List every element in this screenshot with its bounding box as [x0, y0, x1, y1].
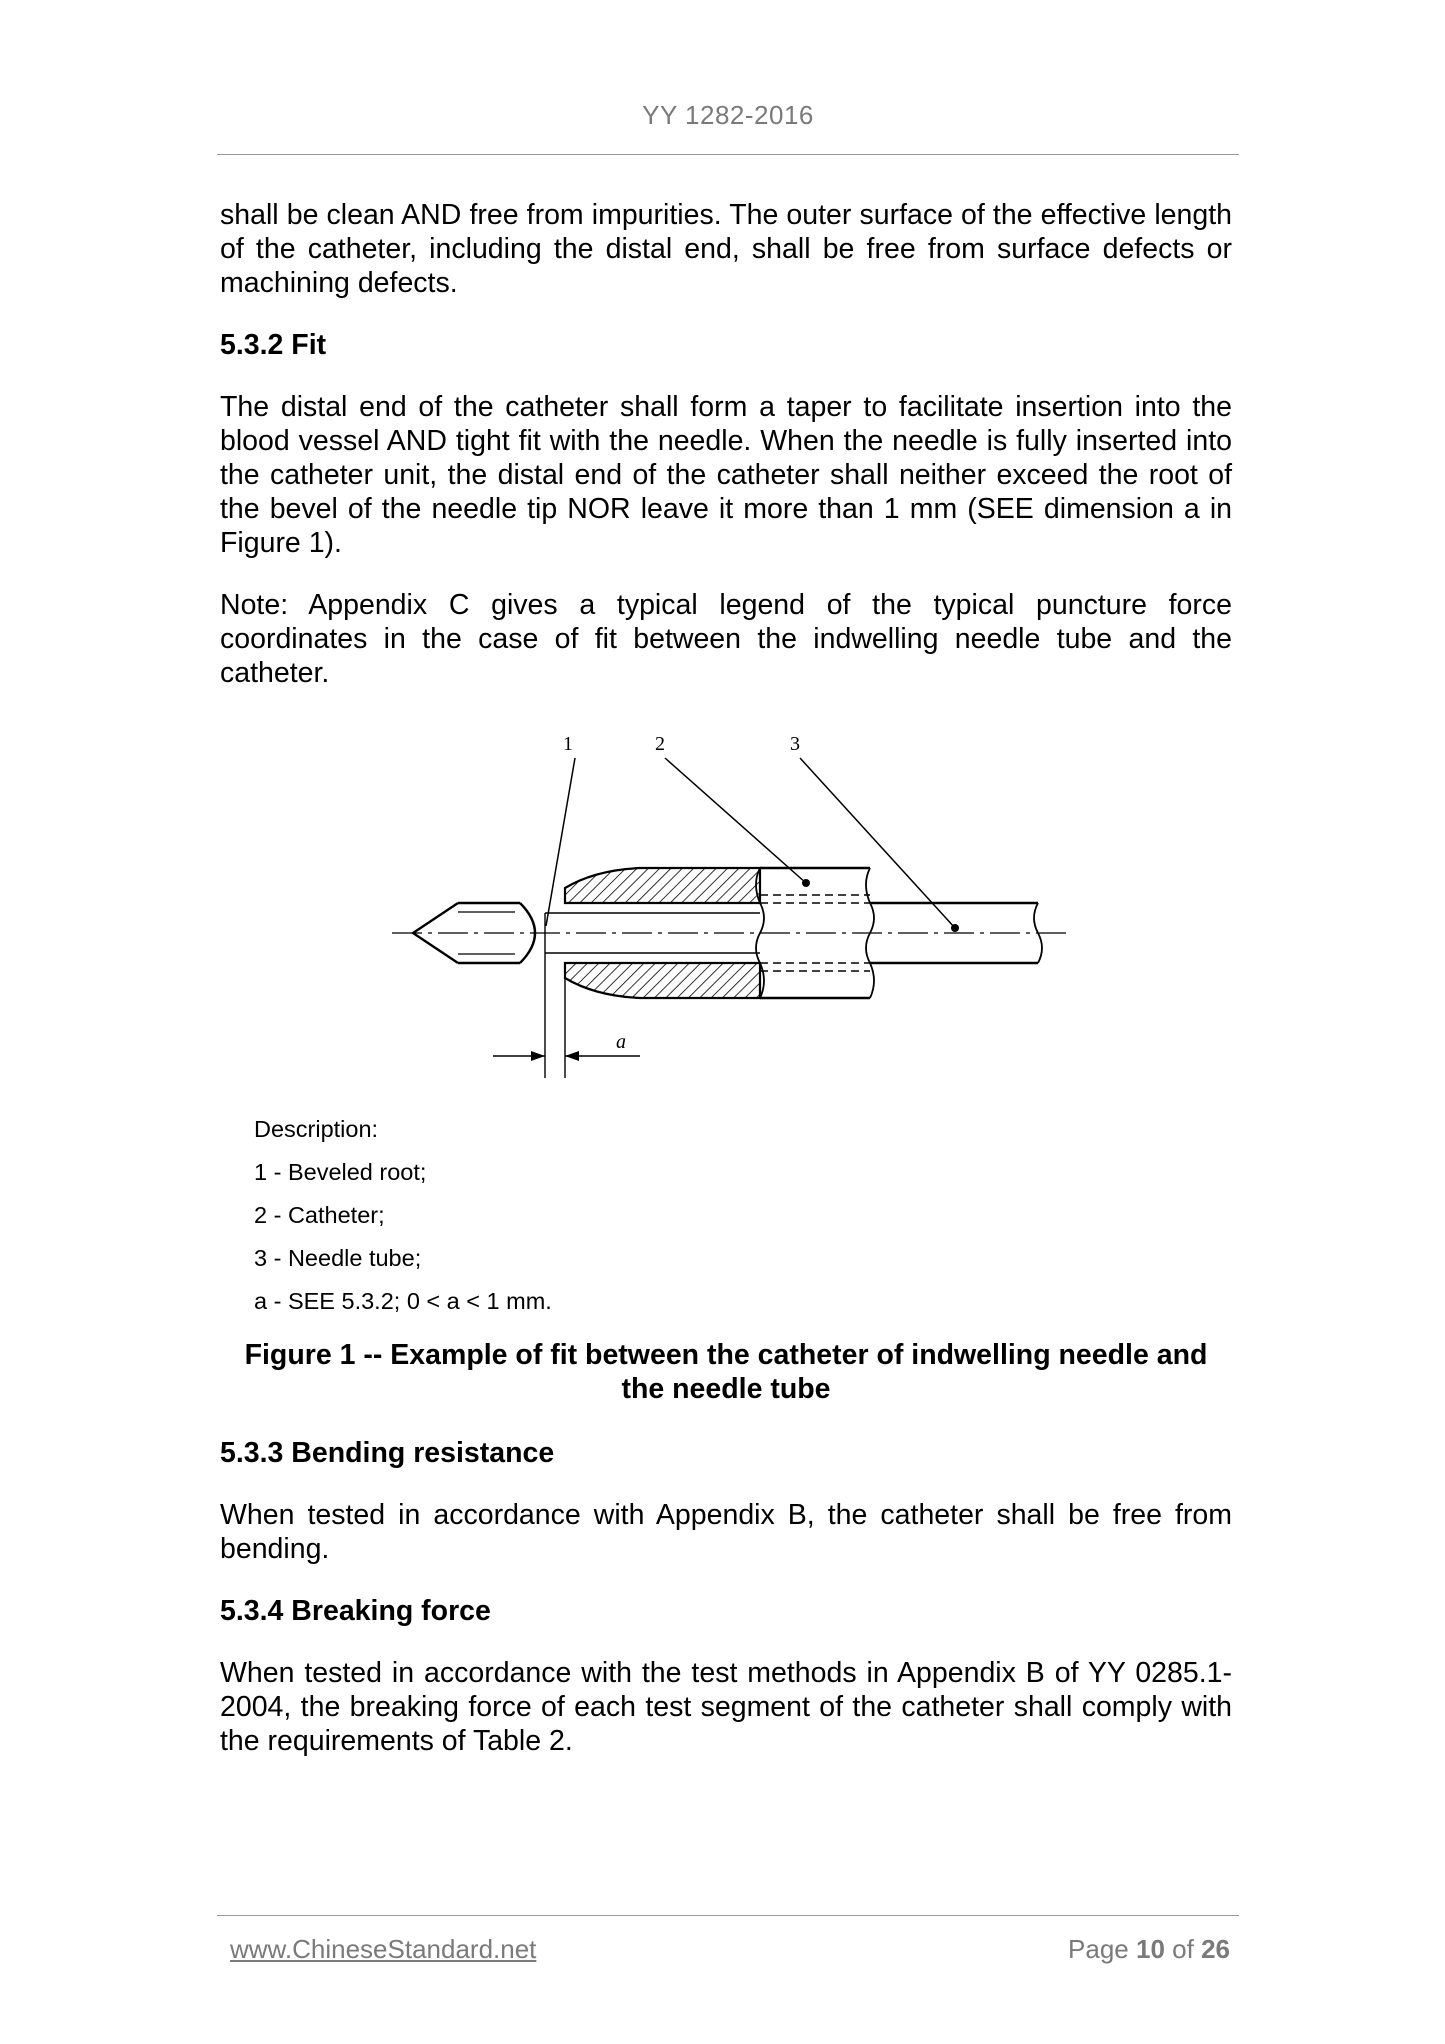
intro-paragraph: shall be clean AND free from impurities. The outer surface of the effective length of the catheter, including the distal end, shall be free from surface defects or machining defects. [220, 199, 1232, 299]
bending-paragraph: When tested in accordance with Appendix B, the catheter shall be free from bending. [220, 1499, 1232, 1565]
catheter-wall-top [565, 868, 760, 903]
section-heading-bending: 5.3.3 Bending resistance [220, 1437, 555, 1469]
label-3: 3 [790, 733, 800, 755]
legend-item: a - SEE 5.3.2; 0 < a < 1 mm. [254, 1288, 552, 1314]
page-number: 10 [1136, 1934, 1165, 1964]
leader-2-dot [802, 879, 810, 887]
page-word: Page [1068, 1934, 1129, 1964]
legend-item: 2 - Catheter; [254, 1202, 385, 1228]
figure-caption: Figure 1 -- Example of fit between the catheter of indwelling needle and the needle tube [244, 1339, 1208, 1405]
footer-divider [217, 1915, 1239, 1916]
dim-a-label: a [616, 1031, 626, 1053]
of-word: of [1172, 1934, 1194, 1964]
dim-arrow-left [531, 1051, 545, 1061]
document-id-header: YY 1282-2016 [642, 100, 814, 130]
fit-paragraph: The distal end of the catheter shall form a taper to facilitate insertion into the blood vessel AND tight fit with the needle. When the needle is fully inserted into the catheter unit, the distal end of the catheter shall neither exceed the root of the bevel of the needle tip NOR leave it more than 1 mm (SEE dimension a in Figure 1). [220, 391, 1232, 559]
website-link[interactable]: www.ChineseStandard.net [230, 1934, 537, 1964]
header-divider [217, 154, 1239, 155]
description-title: Description: [254, 1116, 379, 1142]
page-indicator [1068, 1934, 1230, 1965]
legend-item: 3 - Needle tube; [254, 1245, 422, 1271]
breaking-paragraph: When tested in accordance with the test methods in Appendix B of YY 0285.1-2004, the breaking force of each test segment of the catheter shall comply with the requirements of Table 2. [220, 1657, 1232, 1757]
fit-diagram [380, 725, 1100, 1085]
note-paragraph: Note: Appendix C gives a typical legend of the typical puncture force coordinates in the case of fit between the indwelling needle tube and the catheter. [220, 589, 1232, 689]
main-content-continued [220, 1436, 1232, 1786]
leader-2 [665, 758, 806, 883]
main-content [220, 198, 1232, 718]
figure-description [254, 1108, 552, 1323]
dim-arrow-right [565, 1051, 579, 1061]
label-1: 1 [563, 733, 573, 755]
catheter-wall-bottom [565, 963, 760, 998]
leader-3-dot [951, 924, 959, 932]
legend-item: 1 - Beveled root; [254, 1159, 427, 1185]
label-2: 2 [655, 733, 665, 755]
section-heading-fit: 5.3.2 Fit [220, 329, 327, 361]
section-heading-breaking: 5.3.4 Breaking force [220, 1595, 491, 1627]
page-total: 26 [1201, 1934, 1230, 1964]
